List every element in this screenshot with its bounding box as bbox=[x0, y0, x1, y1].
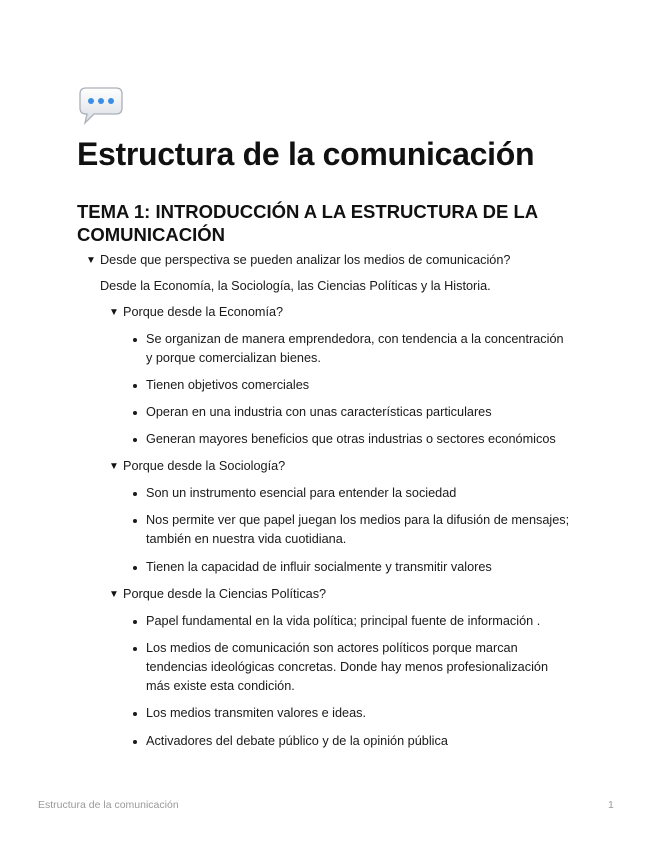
list-item-continuation: y porque comercializan bienes. bbox=[146, 351, 321, 365]
bullet-icon bbox=[133, 338, 137, 342]
bullet-icon bbox=[133, 519, 137, 523]
list-item: Operan en una industria con unas características particulares bbox=[146, 405, 492, 419]
page-title: Estructura de la comunicación bbox=[77, 136, 535, 172]
list-item: Generan mayores beneficios que otras industrias o sectores económicos bbox=[146, 432, 556, 446]
list-item: Nos permite ver que papel juegan los medios para la difusión de mensajes; bbox=[146, 513, 570, 527]
bullet-icon bbox=[133, 411, 137, 415]
toggle-triangle-icon[interactable]: ▼ bbox=[109, 307, 119, 318]
bullet-icon bbox=[133, 438, 137, 442]
list-item: Tienen objetivos comerciales bbox=[146, 378, 310, 392]
toggle-sociologia[interactable]: Porque desde la Sociología? bbox=[123, 459, 286, 473]
bullet-icon bbox=[133, 740, 137, 744]
toggle-question[interactable]: Desde que perspectiva se pueden analizar los medios de comunicación? bbox=[100, 253, 511, 267]
toggle-ciencias-politicas[interactable]: Porque desde la Ciencias Políticas? bbox=[123, 587, 327, 601]
bullet-icon bbox=[133, 492, 137, 496]
speech-bubble-icon bbox=[78, 86, 124, 126]
list-item: Se organizan de manera emprendedora, con tendencia a la concentración bbox=[146, 332, 564, 346]
list-item: Tienen la capacidad de influir socialmente y transmitir valores bbox=[146, 560, 492, 574]
list-item: Activadores del debate público y de la opinión pública bbox=[146, 734, 448, 748]
list-item: Los medios de comunicación son actores políticos porque marcan bbox=[146, 641, 518, 655]
list-item-continuation: más existe esta condición. bbox=[146, 679, 295, 693]
list-item-continuation: también en nuestra vida cuotidiana. bbox=[146, 532, 347, 546]
toggle-triangle-icon[interactable]: ▼ bbox=[109, 589, 119, 600]
toggle-answer: Desde la Economía, la Sociología, las Ciencias Políticas y la Historia. bbox=[100, 279, 491, 293]
toggle-triangle-icon[interactable]: ▼ bbox=[109, 461, 119, 472]
bullet-icon bbox=[133, 647, 137, 651]
bullet-icon bbox=[133, 712, 137, 716]
list-item-continuation: tendencias ideológicas concretas. Donde hay menos profesionalización bbox=[146, 660, 549, 674]
list-item: Papel fundamental en la vida política; principal fuente de información . bbox=[146, 614, 541, 628]
toggle-economia[interactable]: Porque desde la Economía? bbox=[123, 305, 284, 319]
toggle-triangle-icon[interactable]: ▼ bbox=[86, 255, 96, 266]
section-heading: TEMA 1: INTRODUCCIÓN A LA ESTRUCTURA DE LA COMUNICACIÓN bbox=[77, 201, 538, 245]
footer-page-number: 1 bbox=[608, 799, 614, 811]
bullet-icon bbox=[133, 620, 137, 624]
footer-doc-title: Estructura de la comunicación bbox=[38, 799, 179, 811]
list-item: Son un instrumento esencial para entender la sociedad bbox=[146, 486, 457, 500]
bullet-icon bbox=[133, 566, 137, 570]
list-item: Los medios transmiten valores e ideas. bbox=[146, 706, 367, 720]
bullet-icon bbox=[133, 384, 137, 388]
